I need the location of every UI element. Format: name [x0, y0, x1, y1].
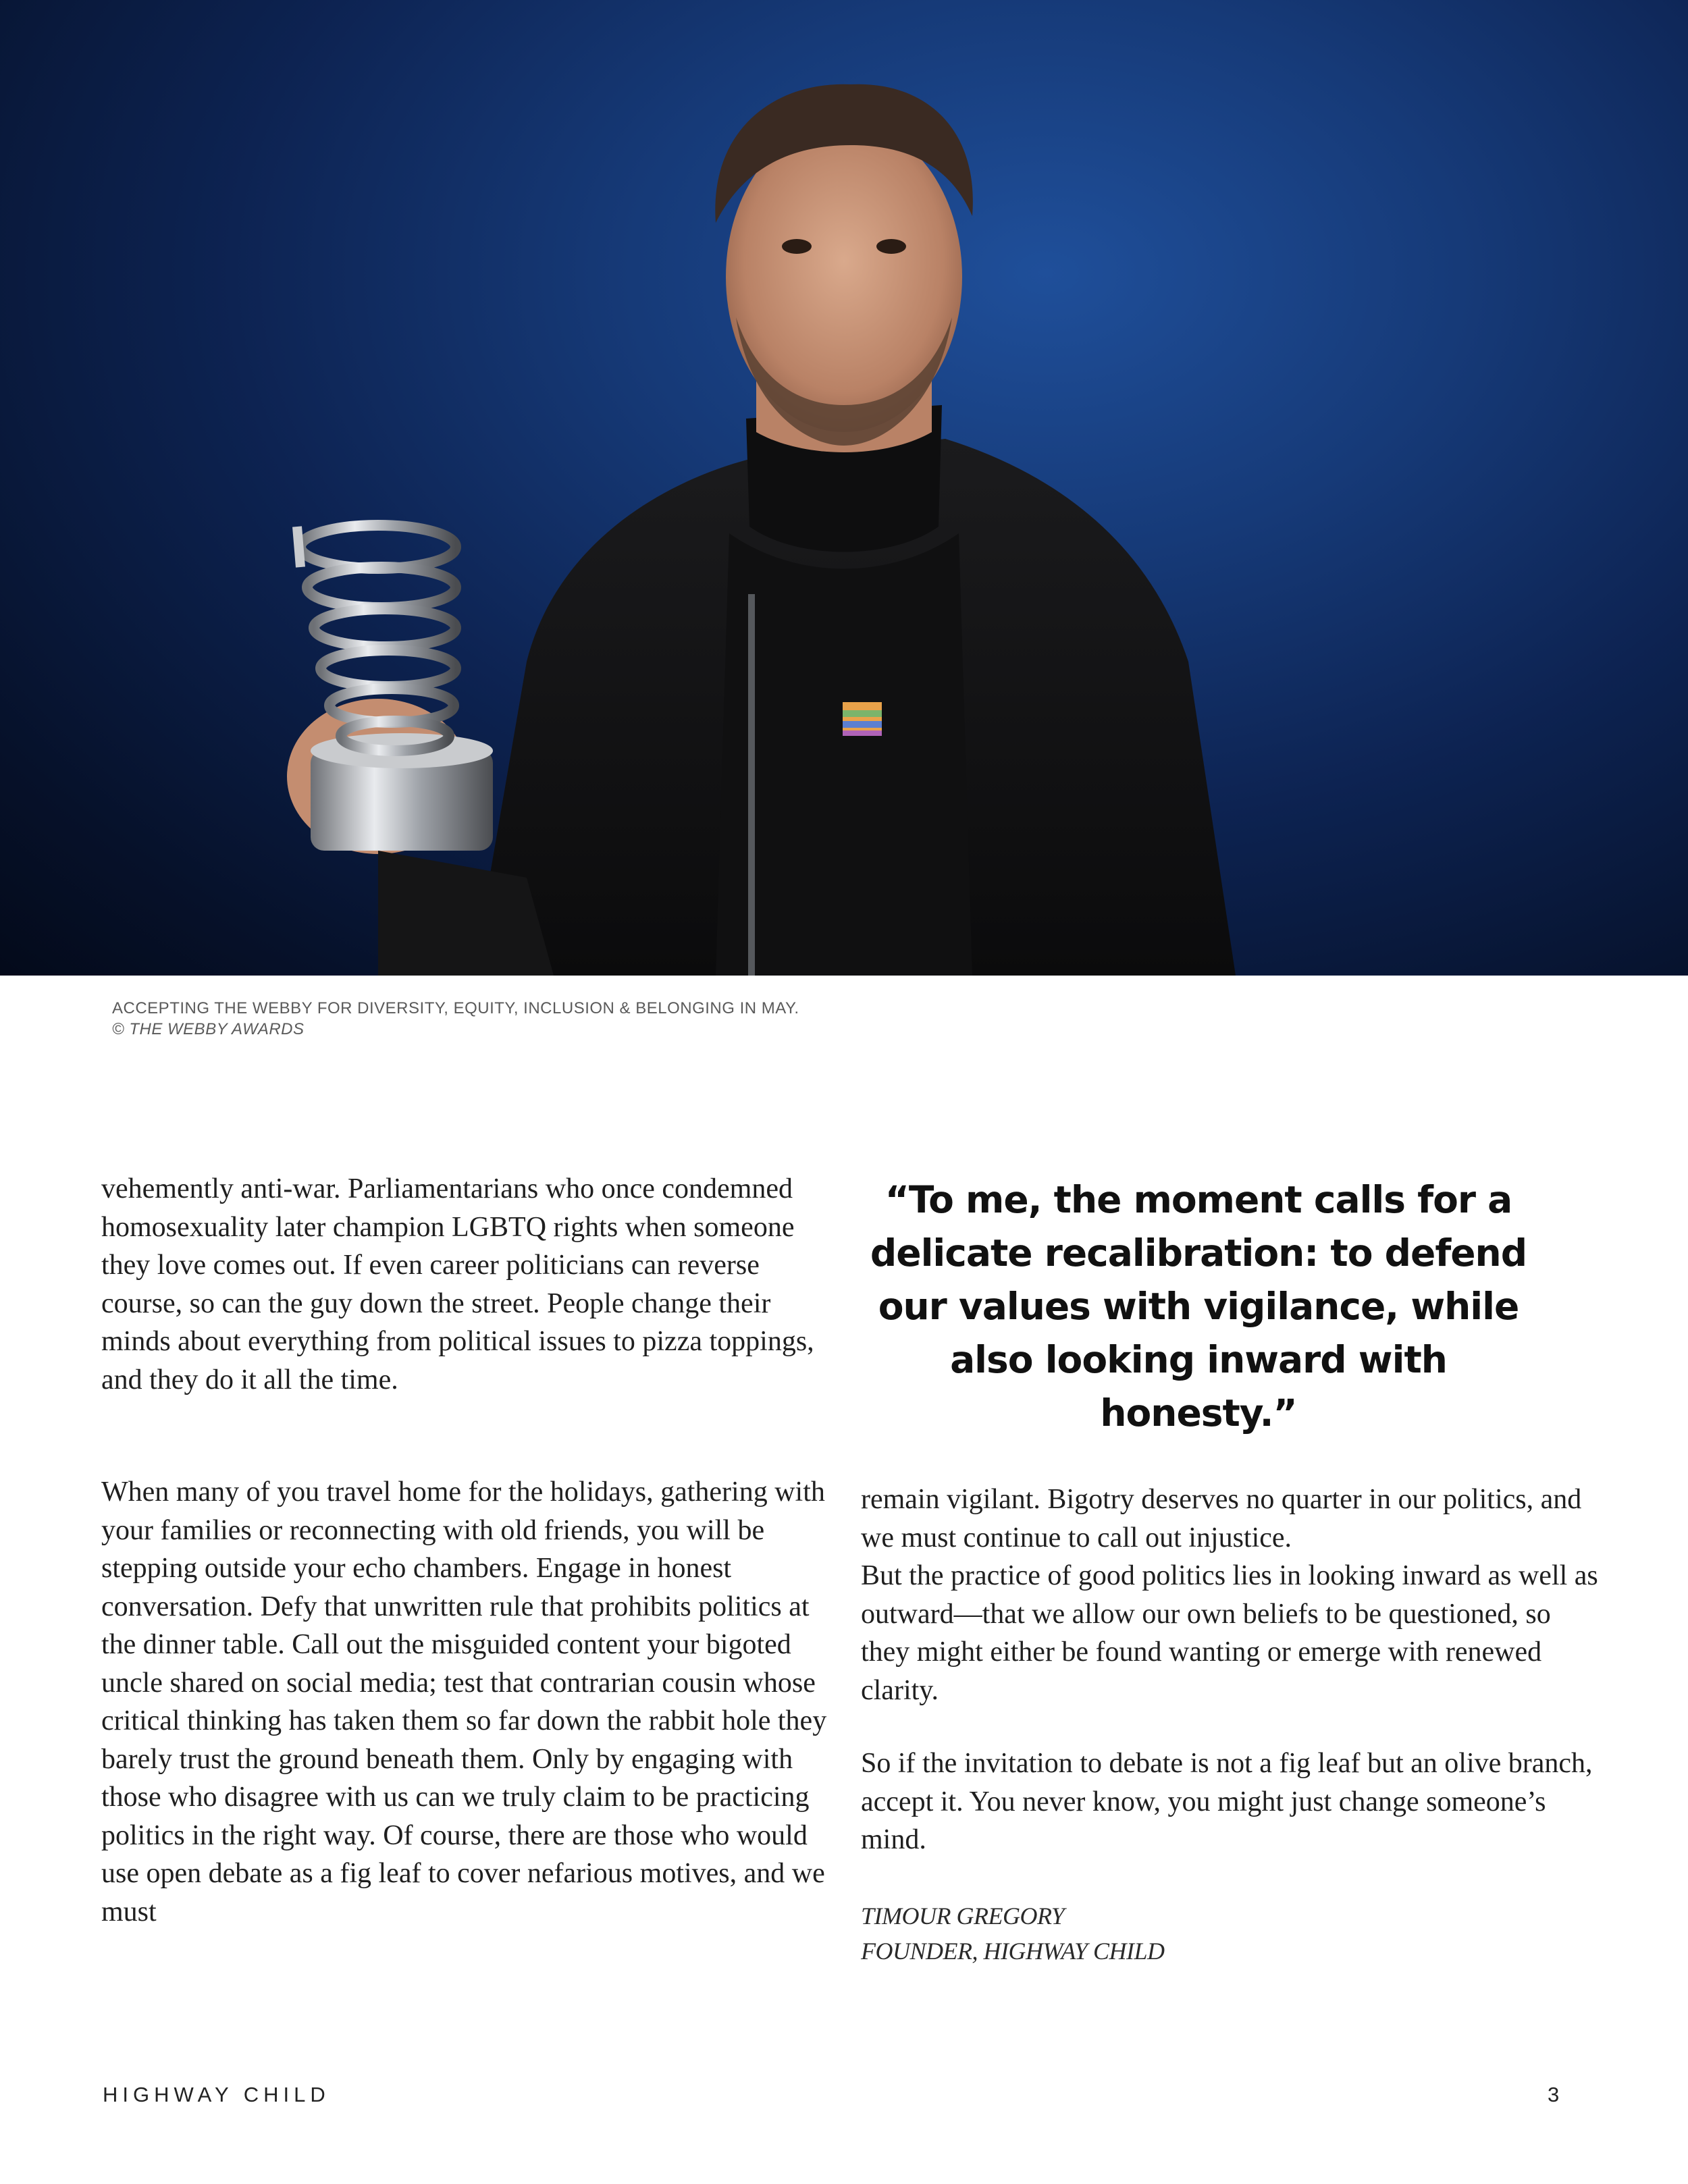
caption-text: ACCEPTING THE WEBBY FOR DIVERSITY, EQUITY, INCLUSION & BELONGING IN MAY. — [112, 999, 799, 1017]
article-left-paragraph-2: When many of you travel home for the holidays, gathering with your families or reconnecting with old friends, you will be stepping outside your echo chambers. Engage in honest conversation. Defy that unwritten rule that prohibits politics at the dinner table. Call out the misguided content your bigoted uncle shared on social media; test that contrarian cousin whose critical thinking has taken them so far down the rabbit hole they barely trust the ground beneath them. Only by engaging with those who disagree with us can we truly claim to be practicing politics in the right way. Of course, there are those who would use open debate as a fig leaf to cover nefarious motives, and we must — [101, 1476, 827, 1927]
footer-publication: HIGHWAY CHILD — [103, 2083, 330, 2106]
article-right-paragraph-1: remain vigilant. Bigotry deserves no quarter in our politics, and we must continue to call out injustice. But the practice of good politics lies in looking inward as well as outward—that we allow our own beliefs to be questioned, so they might either be found wanting or emerge with renewed clarity. — [861, 1484, 1598, 1706]
pull-quote: “To me, the moment calls for a delicate recalibration: to defend our values with vigilance, while also looking inward with honesty.” — [870, 1178, 1527, 1435]
author-signature — [861, 1898, 1164, 1969]
photo-caption — [112, 998, 1192, 1040]
zipper-line — [748, 594, 755, 976]
page-number: 3 — [1548, 2083, 1560, 2106]
article-left-paragraph-1: vehemently anti-war. Parliamentarians who once condemned homosexuality later champion LGBTQ rights when someone they love comes out. If even career politicians can reverse course, so can the guy down the street. People change their minds about everything from political issues to pizza toppings, and they do it all the time. — [101, 1173, 814, 1395]
caption-credit: © THE WEBBY AWARDS — [112, 1020, 305, 1038]
portrait-illustration — [0, 0, 1688, 976]
author-name: TIMOUR GREGORY — [861, 1902, 1065, 1929]
article-right-paragraph-2: So if the invitation to debate is not a fig leaf but an olive branch, accept it. You never know, you might just change someone’s mind. — [861, 1748, 1593, 1855]
author-title: FOUNDER, HIGHWAY CHILD — [861, 1938, 1165, 1965]
hero-photo — [0, 0, 1688, 976]
